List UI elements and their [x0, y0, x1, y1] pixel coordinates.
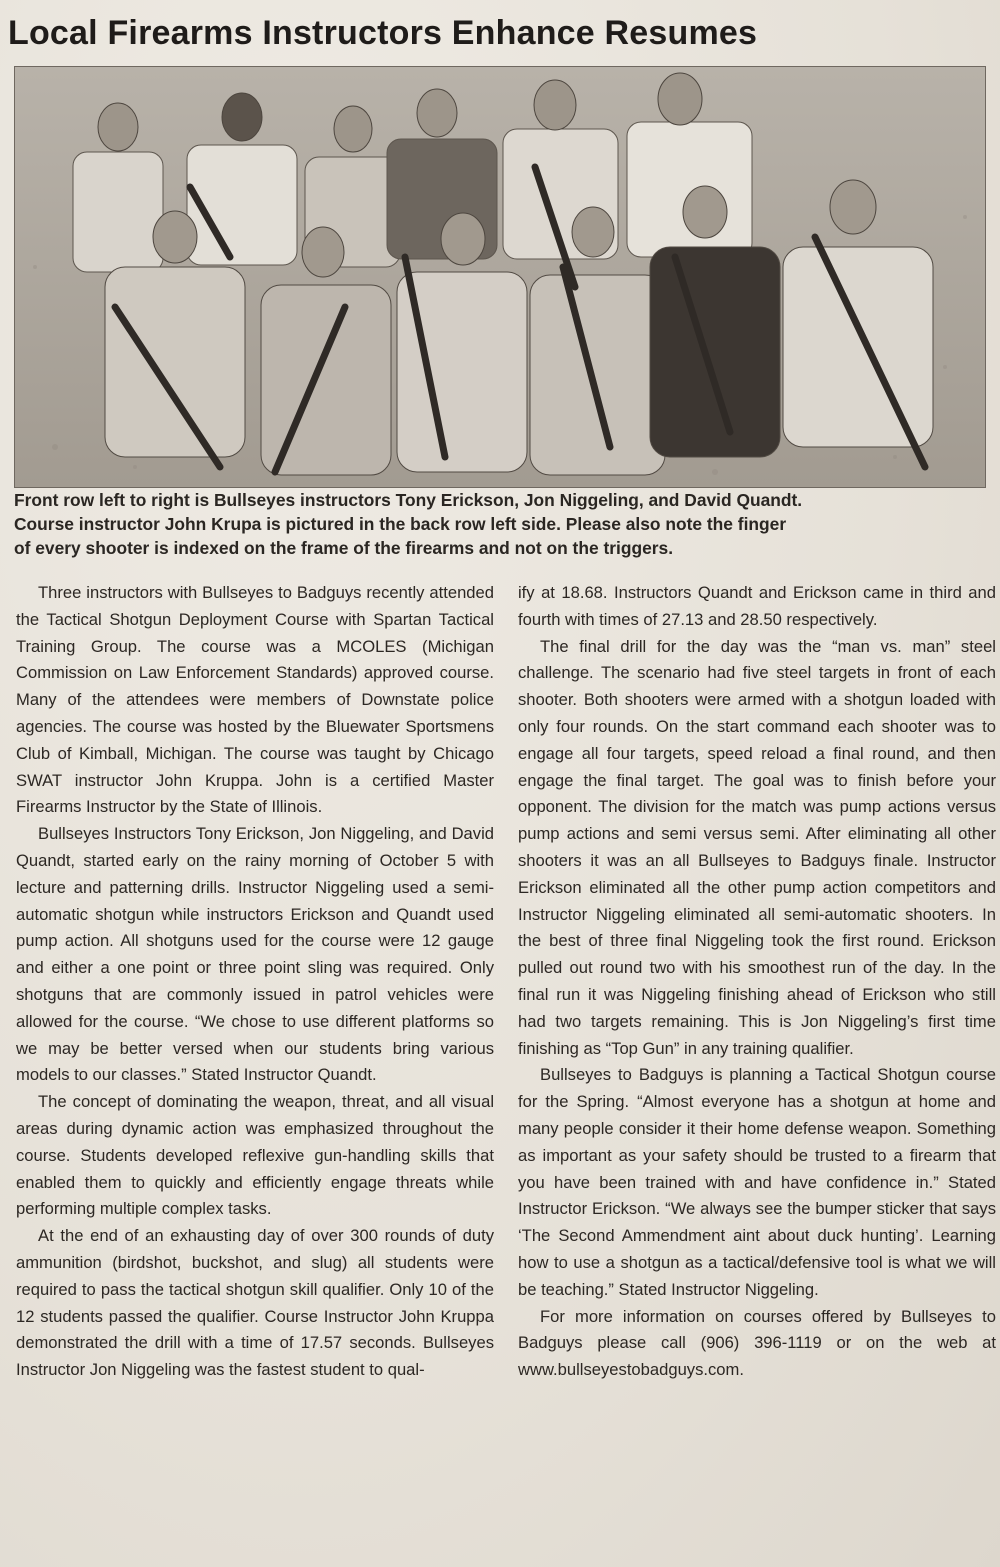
article-paragraph: At the end of an exhausting day of over 300 rounds of duty ammunition (birdshot, buckshot, and slug) all students were required to pass the tactical shotgun skill qualifier. Only 10 of the 12 students passed the qualifier. Course Instructor John Kruppa demonstrated the drill with a time of 17.57 seconds. Bullseyes Instructor Jon Niggeling was the fastest student to qual- [16, 1226, 494, 1380]
caption-line: Front row left to right is Bullseyes instructors Tony Erickson, Jon Niggeling, and David Quandt. [14, 490, 803, 510]
article-paragraph: For more information on courses offered by Bullseyes to Badguys please call (906) 396-1119 or on the web at www.bullseyestobadguys.com. [518, 1306, 996, 1380]
article-paragraph: Bullseyes to Badguys is planning a Tactical Shotgun course for the Spring. “Almost everyone has a shotgun at home and many people consider it their home defense weapon. Something as important as your safety should be trusted to a firearm that you have been trained with and have confidence in.” Stated Instructor Erickson. “We always see the bumper sticker that says ‘The Second Ammendment aint about duck hunting’. Learning how to use a shotgun as a tactical/defensive tool is what we will be teaching.” Stated Instructor Niggeling. [518, 1065, 996, 1299]
caption-line: of every shooter is indexed on the frame of the firearms and not on the triggers. [14, 538, 674, 558]
article-column-left [16, 580, 494, 1384]
photo-caption [14, 488, 986, 560]
article-paragraph: Three instructors with Bullseyes to Badguys recently attended the Tactical Shotgun Deployment Course with Spartan Tactical Training Group. The course was a MCOLES (Michigan Commission on Law Enforcement Standards) approved course. Many of the attendees were members of Downstate police agencies. The course was hosted by the Bluewater Sportsmens Club of Kimball, Michigan. The course was taught by Chicago SWAT instructor John Kruppa. John is a certified Master Firearms Instructor by the State of Illinois. [16, 583, 494, 817]
article-column-right [518, 580, 996, 1384]
headline: Local Firearms Instructors Enhance Resumes [8, 14, 758, 52]
article-paragraph: The concept of dominating the weapon, threat, and all visual areas during dynamic action was emphasized throughout the course. Students developed reflexive gun-handling skills that enabled them to quickly and efficiently engage threats while performing multiple complex tasks. [16, 1092, 494, 1219]
group-photo [14, 66, 986, 488]
article-paragraph: The final drill for the day was the “man vs. man” steel challenge. The scenario had five steel targets in front of each shooter. Both shooters were armed with a shotgun loaded with only four rounds. On the start command each shooter was to engage all four targets, speed reload a final round, and then engage the final target. The goal was to finish before your opponent. The division for the match was pump actions versus pump actions and semi versus semi. After eliminating all other shooters it was an all Bullseyes to Badguys finale. Instructor Erickson eliminated all the other pump action competitors and Instructor Niggeling eliminated all semi-automatic shooters. In the best of three final Niggeling took the first round. Erickson pulled out round two with his smoothest run of the day. In the final run it was Niggeling finishing ahead of Erickson who still had two targets remaining. This is Jon Niggeling’s first time finishing as “Top Gun” in any training qualifier. [518, 636, 996, 1058]
caption-line: Course instructor John Krupa is pictured in the back row left side. Please also note the finger [14, 514, 787, 534]
article-paragraph-continued: ify at 18.68. Instructors Quandt and Erickson came in third and fourth with times of 27.13 and 28.50 respectively. [518, 583, 996, 629]
article-paragraph: Bullseyes Instructors Tony Erickson, Jon Niggeling, and David Quandt, started early on the rainy morning of October 5 with lecture and patterning drills. Instructor Niggeling used a semi-automatic shotgun while instructors Erickson and Quandt used pump action. All shotguns used for the course were 12 gauge and either a one point or three point sling was required. Only shotguns that are commonly issued in patrol vehicles were allowed for the course. “We chose to use different platforms so we may be better versed when our students bring various models to our classes.” Stated Instructor Quandt. [16, 824, 494, 1085]
